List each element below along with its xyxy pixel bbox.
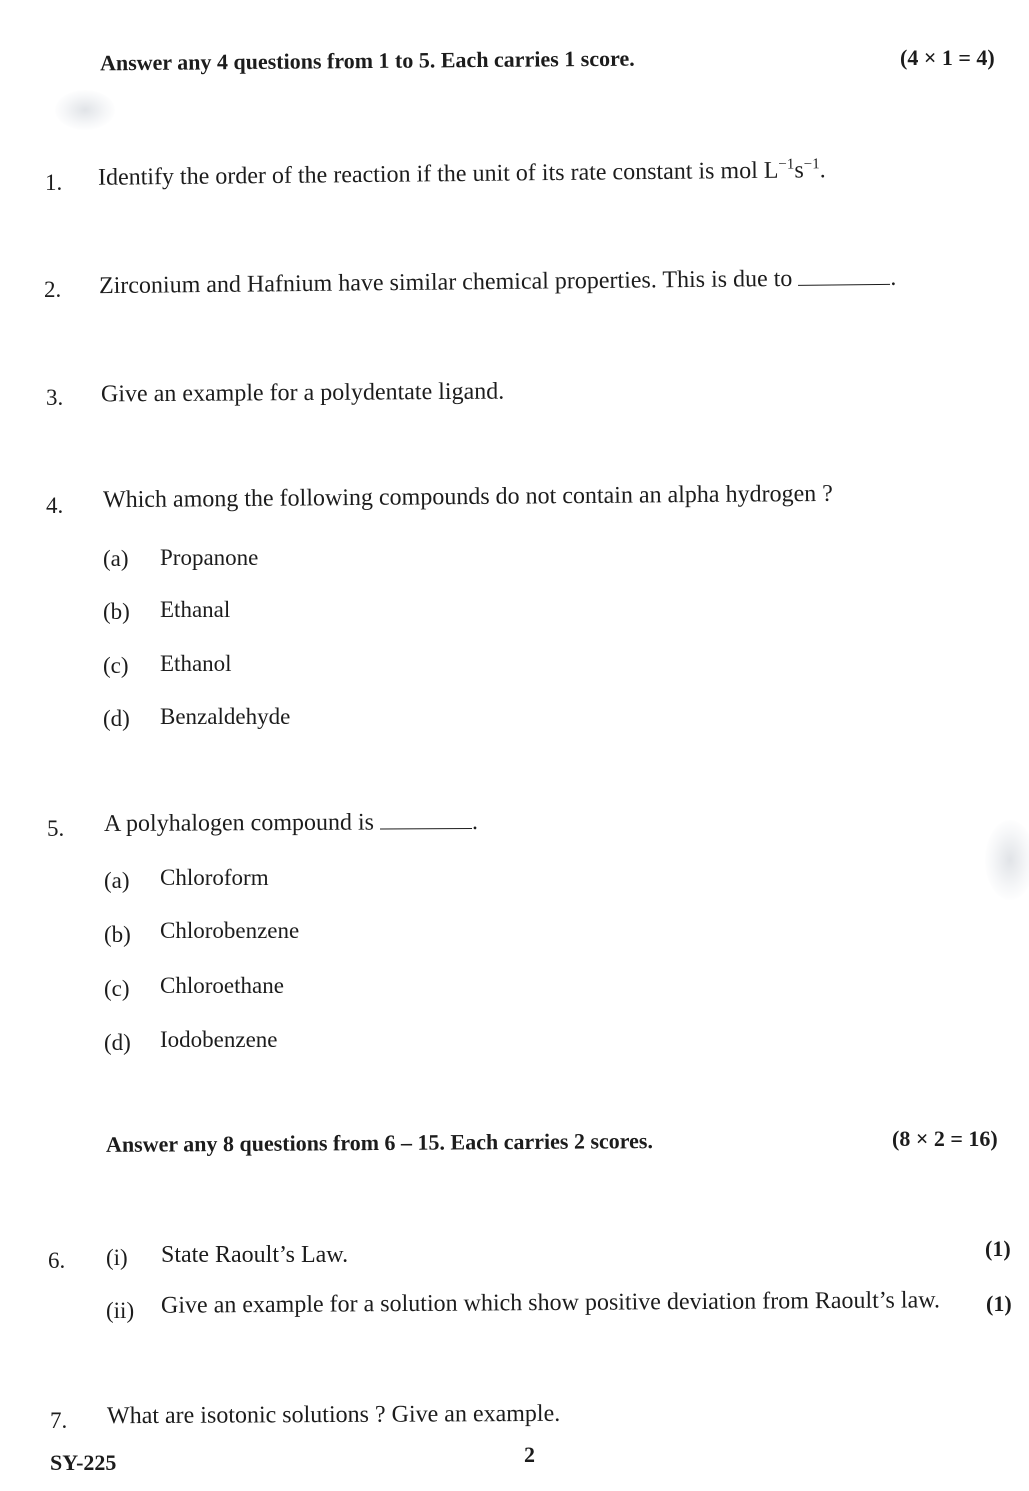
section-b-instruction: Answer any 8 questions from 6 – 15. Each carries 2 scores. [105, 1128, 653, 1157]
question-number: 1. [45, 170, 63, 195]
option-text: Benzaldehyde [160, 704, 291, 729]
option-letter: (d) [103, 706, 130, 731]
option-text: Chlorobenzene [160, 918, 300, 943]
page-number: 2 [524, 1442, 535, 1467]
question-number: 4. [46, 493, 64, 518]
question-number: 2. [44, 277, 62, 302]
question-text: Identify the order of the reaction if the unit of its rate constant is mol $L^{-1}s^{-1}$. [97, 156, 826, 191]
option-text: Iodobenzene [160, 1027, 278, 1052]
part-marks: (1) [986, 1291, 1012, 1316]
option-text: Ethanol [160, 651, 232, 676]
question-4-text: Which among the following compounds do not contain an alpha hydrogen ? [102, 480, 833, 514]
question-text: A polyhalogen compound is . [103, 809, 479, 837]
option-letter: (b) [103, 599, 130, 624]
question-2-text: Zirconium and Hafnium have similar chemical properties. This is due to [98, 265, 793, 300]
option-text: Chloroform [160, 865, 269, 890]
question-number: 6. [48, 1248, 66, 1273]
unit-exponent: −1 [778, 156, 795, 173]
option-letter: (c) [103, 653, 129, 678]
option-text: Propanone [160, 545, 259, 570]
option-letter: (c) [104, 976, 130, 1001]
section-a-marks: (4 × 1 = 4) [900, 45, 995, 70]
section-a-instruction: Answer any 4 questions from 1 to 5. Each carries 1 score. [99, 45, 635, 76]
question-text: Zirconium and Hafnium have similar chemical properties. This is due to . [98, 264, 897, 300]
option-letter: (d) [104, 1030, 131, 1055]
part-text: State Raoult’s Law. [161, 1242, 349, 1268]
question-3-text: Give an example for a polydentate ligand. [100, 378, 505, 408]
question-5-text: A polyhalogen compound is [103, 809, 375, 837]
unit-exponent: −1 [803, 156, 820, 173]
unit-seconds: s [794, 157, 804, 184]
question-number: 3. [46, 385, 64, 410]
answer-blank [798, 266, 890, 286]
section-b-marks: (8 × 2 = 16) [892, 1126, 998, 1151]
part-marks: (1) [985, 1236, 1011, 1261]
option-text: Chloroethane [160, 973, 284, 998]
question-1-text: Identify the order of the reaction if the unit of its rate constant is mol L [97, 157, 779, 191]
option-text: Ethanal [160, 597, 231, 622]
paper-code: SY-225 [50, 1450, 117, 1475]
question-7-text: What are isotonic solutions ? Give an example. [106, 1400, 561, 1430]
option-letter: (a) [103, 546, 129, 571]
option-letter: (b) [104, 922, 131, 947]
part-label: (i) [106, 1245, 128, 1270]
scan-smudge [985, 820, 1029, 900]
option-letter: (a) [104, 868, 130, 893]
part-text: Give an example for a solution which show positive deviation from Raoult’s law. [160, 1287, 941, 1319]
part-label: (ii) [106, 1298, 135, 1323]
question-number: 7. [50, 1408, 68, 1433]
answer-blank [380, 810, 472, 829]
scan-smudge [55, 90, 115, 130]
question-number: 5. [47, 816, 65, 841]
